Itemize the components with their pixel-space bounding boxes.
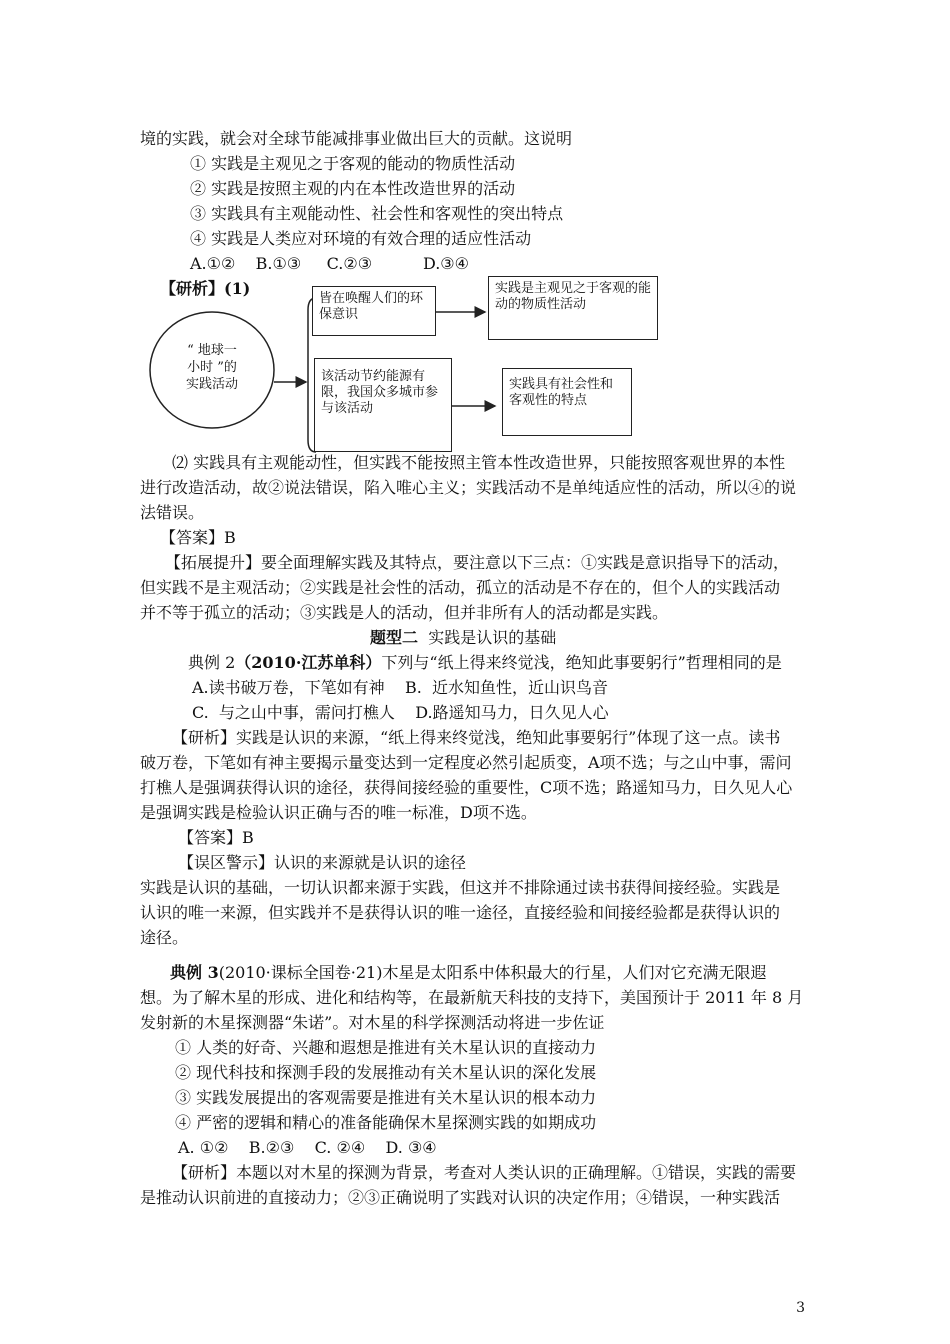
q1-option-2: ② 实践是按照主观的内在本性改造世界的活动	[190, 179, 516, 198]
q1-extension-line2: 但实践不是主观活动；②实践是社会性的活动，孤立的活动是不存在的，但个人的实践活动	[140, 578, 781, 597]
q3-choices: A. ①② B.②③ C. ②④ D. ③④	[178, 1138, 437, 1157]
diagram-circle-label: “ 地球一 小时 ”的 实践活动	[185, 343, 238, 392]
q3-option-2: ② 现代科技和探测手段的发展推动有关木星认识的深化发展	[175, 1063, 597, 1082]
q1-analysis2-line1: ⑵ 实践具有主观能动性，但实践不能按照主管本性改造世界，只能按照客观世界的本性	[172, 453, 786, 472]
diagram-box-top: 皆在唤醒人们的环保意识	[312, 286, 436, 336]
q1-stem-continuation: 境的实践，就会对全球节能减排事业做出巨大的贡献。这说明	[140, 129, 573, 148]
q1-extension-line1: 【拓展提升】要全面理解实践及其特点，要注意以下三点：①实践是意识指导下的活动，	[165, 553, 790, 572]
q1-option-1: ① 实践是主观见之于客观的能动的物质性活动	[190, 154, 516, 173]
diagram-box-bottom: 该活动节约能源有限，我国众多城市参与该活动	[314, 358, 452, 452]
q3-prefix: 典例 3	[170, 963, 219, 982]
q1-choices: A.①② B.①③ C.②③ D.③④	[190, 254, 469, 273]
q2-analysis-line4: 是强调实践是检验认识正确与否的唯一标准，D项不选。	[140, 803, 537, 822]
page-number: 3	[796, 1300, 805, 1316]
q1-option-3: ③ 实践具有主观能动性、社会性和客观性的突出特点	[190, 204, 564, 223]
q3-stem-line2: 想。为了解木星的形成、进化和结构等，在最新航天科技的支持下，美国预计于 2011 年 8 月	[140, 988, 804, 1007]
q1-answer: 【答案】B	[160, 528, 236, 547]
q2-options-ab: A.读书破万卷，下笔如有神 B. 近水知鱼性，近山识鸟音	[192, 678, 609, 697]
q3-stem-line1-text: (2010·课标全国卷·21)木星是太阳系中体积最大的行星，人们对它充满无限遐	[218, 963, 767, 982]
q3-stem-line3: 发射新的木星探测器“朱诺”。对木星的科学探测活动将进一步佐证	[140, 1013, 605, 1032]
q2-answer: 【答案】B	[178, 828, 254, 847]
q3-analysis-line2: 是推动认识前进的直接动力；②③正确说明了实践对认识的决定作用；④错误，一种实践活	[140, 1188, 781, 1207]
section2-title-bold: 题型二	[370, 628, 419, 647]
q2-warning-line1: 实践是认识的基础，一切认识都来源于实践，但这并不排除通过读书获得间接经验。实践是	[140, 878, 781, 897]
q1-analysis2-line2: 进行改造活动，故②说法错误，陷入唯心主义；实践活动不是单纯适应性的活动，所以④的说	[140, 478, 797, 497]
q2-warning-line2: 认识的唯一来源，但实践并不是获得认识的唯一途径，直接经验和间接经验都是获得认识的	[140, 903, 781, 922]
q3-option-1: ① 人类的好奇、兴趣和遐想是推进有关木星认识的直接动力	[175, 1038, 597, 1057]
q2-stem	[188, 652, 782, 674]
q2-analysis-line2: 破万卷，下笔如有神主要揭示量变达到一定程度必然引起质变，A项不选；与之山中事，需问	[140, 753, 792, 772]
q2-warning-line3: 途径。	[140, 928, 189, 947]
q2-analysis-line1: 【研析】实践是认识的来源，“纸上得来终觉浅，绝知此事要躬行”体现了这一点。读书	[172, 728, 781, 747]
q3-option-3: ③ 实践发展提出的客观需要是推进有关木星认识的根本动力	[175, 1088, 597, 1107]
q2-warning-title: 【误区警示】认识的来源就是认识的途径	[178, 853, 467, 872]
q2-options-cd: C. 与之山中事，需问打樵人 D.路遥知马力，日久见人心	[192, 703, 609, 722]
q3-stem-line1	[170, 962, 766, 984]
diagram-box-top-result: 实践是主观见之于客观的能动的物质性活动	[488, 276, 658, 340]
q2-stem-text: 下列与“纸上得来终觉浅，绝知此事要躬行”哲理相同的是	[381, 653, 782, 672]
q1-option-4: ④ 实践是人类应对环境的有效合理的适应性活动	[190, 229, 532, 248]
section2-title-rest: 实践是认识的基础	[418, 628, 557, 647]
section2-title	[370, 627, 556, 649]
q2-source: （2010·江苏单科）	[235, 653, 382, 672]
diagram-box-bottom-result: 实践具有社会性和客观性的特点	[502, 368, 632, 436]
q1-extension-line3: 并不等于孤立的活动；③实践是人的活动，但并非所有人的活动都是实践。	[140, 603, 669, 622]
q1-analysis2-line3: 法错误。	[140, 503, 205, 522]
analysis-diagram	[140, 270, 660, 460]
q1-analysis-label: 【研析】(1)	[160, 279, 251, 298]
q3-analysis-line1: 【研析】本题以对木星的探测为背景，考查对人类认识的正确理解。①错误，实践的需要	[172, 1163, 797, 1182]
q2-prefix: 典例 2	[188, 653, 236, 672]
q2-analysis-line3: 打樵人是强调获得认识的途径，获得间接经验的重要性，C项不选；路遥知马力，日久见人心	[140, 778, 793, 797]
q3-option-4: ④ 严密的逻辑和精心的准备能确保木星探测实践的如期成功	[175, 1113, 597, 1132]
